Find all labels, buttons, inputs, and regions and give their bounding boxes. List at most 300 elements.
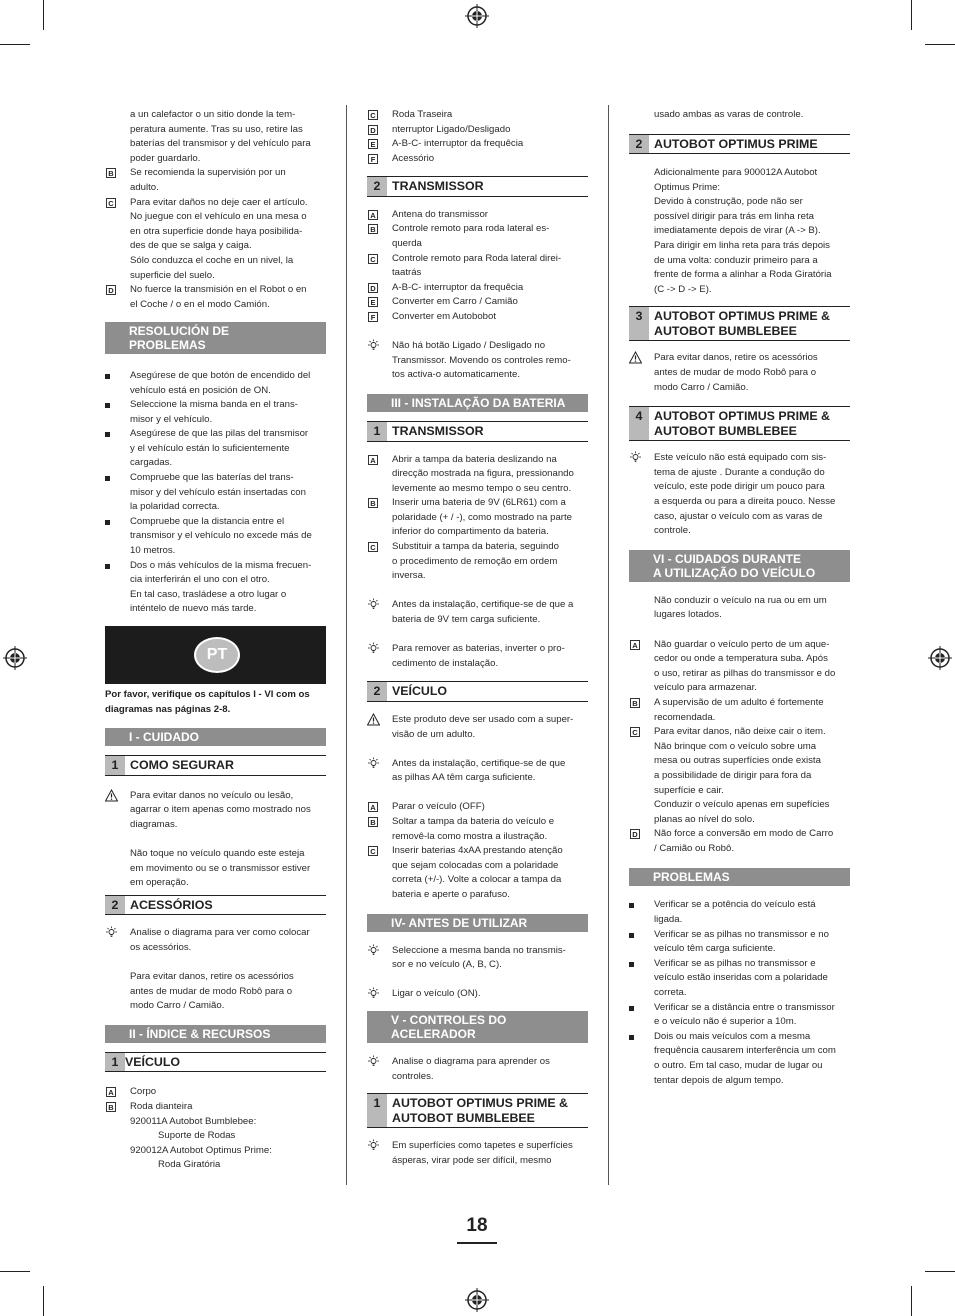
text-line: possível dirigir para trás em linha reta — [654, 210, 814, 222]
subsection-header-transmissor — [367, 421, 588, 442]
list-item-f — [367, 152, 588, 167]
label-box: A — [368, 802, 378, 812]
bullet-icon — [105, 564, 110, 569]
subsection-number: 3 — [629, 307, 649, 340]
subsection-header-transmissor — [367, 176, 588, 197]
bullet-icon — [629, 1035, 634, 1040]
lightbulb-icon — [367, 987, 380, 1000]
list-item-b — [367, 222, 588, 251]
text-line: A-B-C- interruptor da frequêcia — [392, 138, 524, 150]
section-title-line: V - CONTROLES DO — [391, 1013, 507, 1027]
text-line: Asegúrese de que las pilas del transmisor — [130, 428, 309, 440]
text-line: Controle remoto para Roda lateral direi- — [392, 252, 562, 264]
text-line: misor y el vehículo. — [130, 413, 213, 425]
text-line: os acessórios. — [130, 941, 192, 953]
subsection-title: TRANSMISSOR — [392, 179, 484, 194]
subsection-header-autobot-optimus-bumblebee — [367, 1093, 588, 1128]
text-line: vehículo está en posición de ON. — [130, 384, 271, 396]
list-item-c — [367, 540, 588, 584]
text-line: Roda Giratória — [158, 1159, 221, 1171]
tip-item — [105, 926, 326, 1014]
bullet-item — [105, 369, 326, 398]
text-line: as pilhas AA têm carga suficiente. — [392, 772, 536, 784]
label-box: B — [368, 817, 378, 827]
subsection-number: 2 — [105, 896, 125, 915]
subsection-number: 2 — [629, 135, 649, 154]
section-title-line: PROBLEMAS — [129, 338, 206, 353]
text-line: Verificar se a distância entre o transmissor — [654, 1001, 835, 1013]
page-number: 18 — [457, 1210, 497, 1244]
section-title-line: RESOLUCIÓN DE — [129, 324, 230, 339]
list-item-a — [367, 453, 588, 497]
lightbulb-icon — [367, 944, 380, 957]
label-box: F — [368, 154, 378, 164]
text-line: No fuerce la transmisión en el Robot o en — [130, 284, 307, 296]
text-line: Antena do transmissor — [392, 208, 488, 220]
label-box: B — [106, 1102, 116, 1112]
text-line: en otra superficie donde haya posibilida- — [130, 225, 303, 237]
text-line: caso, ajustar o veículo com as varas de — [654, 510, 823, 522]
subsection-header-autobot-optimus-prime — [629, 134, 850, 155]
text-line: el Coche / o en el modo Camión. — [130, 298, 270, 310]
subsection-title-line: AUTOBOT OPTIMUS PRIME & — [392, 1096, 568, 1111]
text-line: Este produto deve ser usado com a super- — [392, 713, 574, 725]
text-line: Para evitar danos, retire os acessórios — [130, 971, 294, 983]
text-line: Dos o más vehículos de la misma frecuen- — [130, 559, 312, 571]
lightbulb-icon — [367, 642, 380, 655]
bullet-item — [105, 398, 326, 427]
text-line: Substituir a tampa da bateria, seguindo — [392, 541, 559, 553]
text-line: veículo, este pode dirigir um pouco para — [654, 481, 825, 493]
subsection-title: TRANSMISSOR — [392, 424, 484, 438]
text-line: 920012A Autobot Optimus Prime: — [130, 1144, 272, 1156]
subsection-header-como-segurar — [105, 755, 326, 776]
text-line: antes de mudar de modo Robô para o — [654, 367, 817, 379]
text-line: frente de forma a alinhar a Roda Giratória — [654, 269, 832, 281]
text-line: superficie del suelo. — [130, 269, 215, 281]
tip-item — [629, 451, 850, 539]
bullet-item — [629, 928, 850, 957]
section-header-indice: II - ÍNDICE & RECURSOS — [105, 1025, 326, 1043]
list-item-d — [105, 283, 326, 312]
lightbulb-icon — [367, 1055, 380, 1068]
label-box: F — [368, 312, 378, 322]
column-2 — [367, 108, 588, 1168]
bullet-icon — [629, 1006, 634, 1011]
crop-mark — [925, 1271, 955, 1272]
label-box: B — [106, 168, 116, 178]
text-line: tema de ajuste . Durante a condução do — [654, 466, 825, 478]
text-line: taatrás — [392, 267, 422, 279]
label-box: C — [630, 727, 640, 737]
text-line: Para evitar daños no deje caer el artículo. — [130, 196, 308, 208]
subsection-number: 2 — [367, 177, 387, 196]
text-line: Controle remoto para roda lateral es- — [392, 223, 550, 235]
text-line: Não há botão Ligado / Desligado no — [392, 340, 546, 352]
section-header-problemas: PROBLEMAS — [629, 868, 850, 886]
label-box: C — [368, 542, 378, 552]
text-line: antes de mudar de modo Robô para o — [130, 985, 293, 997]
list-item-a — [629, 638, 850, 696]
text-line: de uma volta: conduzir primeiro para a — [654, 254, 818, 266]
text-line: bateria de 9V tem carga suficiente. — [392, 614, 541, 626]
column-1 — [105, 108, 326, 1173]
text-line: Abrir a tampa da bateria deslizando na — [392, 453, 557, 465]
subsection-title: ACESSÓRIOS — [130, 897, 213, 912]
list-item-d — [367, 123, 588, 138]
text-line: em movimento ou se o transmissor estiver — [130, 862, 311, 874]
label-box: C — [106, 198, 116, 208]
text-line: tentar depois de algum tempo. — [654, 1074, 784, 1086]
subsection-number: 1 — [105, 1053, 125, 1072]
text-line: peratura aumente. Tras su uso, retire las — [130, 123, 303, 135]
label-box: C — [368, 846, 378, 856]
subsection-title — [392, 1094, 588, 1127]
bullet-item — [629, 1001, 850, 1030]
text-line: frequência causarem interferência um com — [654, 1045, 836, 1057]
label-box: D — [106, 285, 116, 295]
list-item-a — [367, 800, 588, 815]
column-divider — [608, 105, 609, 1185]
note-line: diagramas nas páginas 2-8. — [105, 703, 231, 715]
text-line: direcção mostrada na figura, pressionando — [392, 468, 574, 480]
list-item-c — [629, 725, 850, 827]
label-box: A — [368, 455, 378, 465]
text-line: Verificar se as pilhas no transmissor e no — [654, 928, 829, 940]
subsection-header-acessorios — [105, 895, 326, 916]
crop-mark — [911, 0, 912, 30]
text-line: Dois ou mais veículos com a mesma — [654, 1030, 811, 1042]
text-line: usado ambas as varas de controle. — [654, 109, 804, 120]
text-line: o uso, retirar as pilhas do transmissor e do — [654, 667, 836, 679]
subsection-title: VEÍCULO — [392, 684, 448, 699]
subsection-title-line: AUTOBOT BUMBLEBEE — [654, 423, 797, 438]
lightbulb-icon — [367, 757, 380, 770]
tip-item — [367, 1055, 588, 1084]
subsection-title-line: AUTOBOT BUMBLEBEE — [392, 1110, 535, 1125]
text-block — [629, 166, 850, 297]
list-item-b — [367, 496, 588, 540]
label-box: A — [106, 1087, 116, 1097]
text-line: Soltar a tampa da bateria do veículo e — [392, 816, 555, 828]
bullet-icon — [105, 476, 110, 481]
crop-mark — [0, 44, 30, 45]
bullet-icon — [629, 903, 634, 908]
text-line: o procedimento de remoção em ordem — [392, 555, 558, 567]
bullet-item — [105, 515, 326, 559]
bullet-item — [629, 957, 850, 1001]
subsection-number: 1 — [105, 756, 125, 775]
section-title-line: A UTILIZAÇÃO DO VEÍCULO — [653, 565, 816, 580]
text-line: A supervisão de um adulto é fortemente — [654, 696, 824, 708]
text-line: correta. — [654, 987, 687, 999]
text-line: polaridade (+ / -), como mostrado na parte — [392, 511, 572, 523]
list-item-b — [629, 696, 850, 725]
text-line: la polaridad correcta. — [130, 501, 220, 513]
text-line: Seleccione la misma banda en el trans- — [130, 399, 298, 411]
crop-mark — [925, 44, 955, 45]
section-header-antes-de-utilizar: IV- ANTES DE UTILIZAR — [367, 914, 588, 932]
bullet-icon — [629, 962, 634, 967]
text-line: / Camião ou Robô. — [654, 842, 734, 854]
crop-mark — [43, 1286, 44, 1316]
text-line: (C -> D -> E). — [654, 283, 712, 295]
text-line: Roda Traseira — [392, 109, 453, 120]
text-line: veículo têm carga suficiente. — [654, 943, 776, 955]
text-line: inténtelo de nuevo más tarde. — [130, 603, 257, 615]
section-header-cuidado: I - CUIDADO — [105, 728, 326, 746]
text-line: planas ao nível do solo. — [654, 813, 755, 825]
text-line: Não toque no veículo quando este esteja — [130, 848, 305, 860]
text-line: a esquerda ou para a direita pouco. Nesse — [654, 496, 836, 507]
list-item-a — [105, 1085, 326, 1100]
label-box: D — [630, 829, 640, 839]
text-line: modo Carro / Camião. — [654, 381, 749, 393]
text-line: Converter em Carro / Camião — [392, 296, 518, 308]
subsection-header-autobot-4 — [629, 406, 850, 441]
subsection-number: 4 — [629, 407, 649, 440]
warning-triangle-icon — [105, 789, 118, 802]
text-line: que sejam colocadas com a polaridade — [392, 859, 559, 871]
text-line: Sólo conduzca el coche en un nivel, la — [130, 254, 294, 266]
crop-mark — [0, 1271, 30, 1272]
crop-mark — [911, 1286, 912, 1316]
text-line: Antes da instalação, certifique-se de que a — [392, 599, 574, 611]
subsection-header-autobot-3 — [629, 306, 850, 341]
bullet-item — [629, 898, 850, 927]
text-line: querda — [392, 238, 422, 250]
tip-item — [367, 642, 588, 671]
text-line: Para evitar danos, retire os acessórios — [654, 352, 818, 364]
tip-item — [367, 339, 588, 383]
section-header-cuidados-durante — [629, 550, 850, 582]
text-line: modo Carro / Camião. — [130, 1000, 225, 1012]
bullet-icon — [105, 520, 110, 525]
note-line: Por favor, verifique os capítulos I - VI com os — [105, 689, 310, 700]
text-line: Conduzir o veículo apenas em supefícies — [654, 799, 830, 811]
text-line: Verificar se a potência do veículo está — [654, 899, 816, 911]
subsection-title: COMO SEGURAR — [130, 758, 234, 773]
text-line: bateria e aperte o parafuso. — [392, 889, 510, 901]
text-line: tos activa-o automaticamente. — [392, 369, 520, 381]
text-line: mesa ou outras superfícies onde exista — [654, 755, 821, 767]
warning-item — [629, 351, 850, 395]
text-line: cia interferirán el uno con el otro. — [130, 574, 270, 586]
label-box: E — [368, 297, 378, 307]
text-line: baterías del transmisor y del vehículo para — [130, 138, 311, 150]
text-line: ásperas, virar pode ser difícil, mesmo — [392, 1154, 552, 1166]
text-line: misor y del vehículo están insertadas con — [130, 486, 306, 498]
list-item-c — [367, 252, 588, 281]
label-box: C — [368, 254, 378, 264]
list-item-b — [105, 166, 326, 195]
list-item-c — [105, 196, 326, 284]
label-box: D — [368, 125, 378, 135]
section-header-instalacao: III - INSTALAÇÃO DA BATERIA — [367, 394, 588, 412]
text-line: Corpo — [130, 1086, 157, 1098]
text-line: inversa. — [392, 570, 426, 582]
text-line: Analise o diagrama para aprender os — [392, 1056, 550, 1067]
crop-mark — [43, 0, 44, 30]
label-box: B — [630, 698, 640, 708]
list-item-e — [367, 137, 588, 152]
text-line: cargadas. — [130, 457, 173, 469]
label-box: A — [630, 640, 640, 650]
text-line: Optimus Prime: — [654, 181, 721, 193]
bullet-item — [629, 1030, 850, 1088]
column-divider — [346, 105, 347, 1185]
list-item-d — [629, 827, 850, 856]
subsection-title — [654, 407, 850, 440]
text-line: lugares lotados. — [654, 609, 722, 621]
warning-item — [105, 789, 326, 891]
text-line: Verificar se as pilhas no transmissor e — [654, 957, 816, 969]
text-line: poder guardarlo. — [130, 152, 201, 164]
text-line: Não conduzir o veículo na rua ou em um — [654, 594, 827, 606]
label-box: A — [368, 210, 378, 220]
bullet-icon — [105, 374, 110, 379]
registration-mark-icon — [465, 1288, 489, 1312]
language-banner — [105, 626, 326, 684]
text-line: Adicionalmente para 900012A Autobot — [654, 167, 818, 179]
list-item-b — [367, 815, 588, 844]
text-line: Em superfícies como tapetes e superfícies — [392, 1140, 573, 1152]
registration-mark-icon — [3, 646, 27, 670]
text-line: sor e no veículo (A, B, C). — [392, 959, 502, 971]
text-line: No juegue con el vehículo en una mesa o — [130, 211, 307, 223]
subsection-title: AUTOBOT OPTIMUS PRIME — [654, 136, 818, 151]
text-line: des de que se salga y caiga. — [130, 240, 252, 252]
registration-mark-icon — [928, 646, 952, 670]
text-line: transmisor y el vehículo no excede más de — [130, 530, 312, 542]
tip-item — [367, 987, 588, 1002]
tip-item — [367, 598, 588, 627]
section-header-controles — [367, 1011, 588, 1043]
text-line: Converter em Autobobot — [392, 311, 496, 323]
text-line: 920011A Autobot Bumblebee: — [130, 1115, 257, 1127]
text-line: em operação. — [130, 877, 189, 889]
text-block — [105, 108, 326, 166]
list-item-c — [367, 108, 588, 123]
subsection-number: 2 — [367, 682, 387, 701]
subsection-number: 1 — [367, 422, 387, 441]
list-item-f — [367, 310, 588, 325]
text-line: Se recomienda la supervisión por un — [130, 167, 286, 179]
text-line: Inserir uma bateria de 9V (6LR61) com a — [392, 497, 566, 509]
text-line: Compruebe que las baterías del trans- — [130, 472, 294, 484]
list-item-c — [367, 844, 588, 902]
text-line: a possibilidade de dirigir para fora da — [654, 769, 812, 781]
text-line: adulto. — [130, 181, 159, 193]
text-line: Antes da instalação, certifique-se de que — [392, 757, 566, 769]
lightbulb-icon — [629, 451, 642, 464]
text-line: y el vehículo están lo suficientemente — [130, 442, 290, 454]
text-line: Suporte de Rodas — [158, 1130, 236, 1142]
text-line: superfície e cair. — [654, 784, 724, 796]
text-line: Este veículo não está equipado com sis- — [654, 452, 827, 464]
tip-item — [367, 757, 588, 786]
section-header-resolucion — [105, 322, 326, 354]
lightbulb-icon — [105, 926, 118, 939]
subsection-header-veiculo — [367, 681, 588, 702]
text-line: agarrar o item apenas como mostrado nos — [130, 804, 311, 816]
tip-item — [367, 944, 588, 973]
text-line: Roda dianteira — [130, 1101, 193, 1112]
text-line: Para evitar danos, não deixe cair o item. — [654, 726, 826, 738]
text-line: Compruebe que la distancia entre el — [130, 515, 285, 527]
text-line: correta (+/-). Volte a colocar a tampa da — [392, 874, 562, 886]
text-line: Seleccione a mesma banda no transmis- — [392, 944, 566, 956]
text-line: veículo estão inseridas com a polaridade — [654, 972, 828, 984]
subsection-number: 1 — [367, 1094, 387, 1127]
text-line: A-B-C- interruptor da frequêcia — [392, 281, 524, 293]
section-title-line: VI - CUIDADOS DURANTE — [653, 551, 802, 566]
label-box: C — [368, 110, 378, 120]
text-line: diagramas. — [130, 818, 178, 830]
text-line: removê-la como mostra a ilustração. — [392, 830, 548, 842]
language-badge: PT — [194, 637, 240, 673]
bullet-icon — [105, 403, 110, 408]
label-box: D — [368, 283, 378, 293]
text-line: 10 metros. — [130, 545, 176, 557]
text-line: cedor ou onde a temperatura suba. Após — [654, 653, 828, 665]
list-item-b — [105, 1100, 326, 1173]
subsection-title-line: AUTOBOT BUMBLEBEE — [654, 323, 797, 338]
text-line: o outro. Em tal caso, mudar de lugar ou — [654, 1060, 823, 1071]
warning-triangle-icon — [629, 351, 642, 364]
subsection-title-line: AUTOBOT OPTIMUS PRIME & — [654, 409, 830, 424]
section-title-line: ACELERADOR — [391, 1027, 476, 1041]
text-line: Não guardar o veículo perto de um aque- — [654, 638, 830, 650]
lightbulb-icon — [367, 1139, 380, 1152]
text-line: visão de um adulto. — [392, 728, 476, 740]
warning-item — [367, 713, 588, 742]
column-3 — [629, 108, 850, 1088]
registration-mark-icon — [465, 4, 489, 28]
bullet-icon — [629, 933, 634, 938]
list-item-d — [367, 281, 588, 296]
text-line: inferior do compartimento da bateria. — [392, 526, 549, 538]
text-line: Para dirigir em linha reta para trás depois — [654, 240, 830, 252]
text-line: Devido à construção, pode não ser — [654, 196, 803, 208]
list-item-e — [367, 295, 588, 310]
text-line: cedimento de instalação. — [392, 657, 499, 669]
text-line: Inserir baterias 4xAA prestando atenção — [392, 845, 563, 857]
text-line: Para evitar danos no veículo ou lesão, — [130, 789, 294, 801]
text-line: Asegúrese de que botón de encendido del — [130, 369, 311, 381]
label-box: E — [368, 139, 378, 149]
label-box: B — [368, 498, 378, 508]
text-line: Analise o diagrama para ver como colocar — [130, 927, 310, 939]
subsection-title: VEÍCULO — [125, 1054, 181, 1069]
text-line: Ligar o veículo (ON). — [392, 988, 481, 1000]
text-line: En tal caso, trasládese a otro lugar o — [130, 588, 287, 600]
bullet-icon — [105, 432, 110, 437]
text-block — [629, 108, 850, 123]
subsection-header-veiculo — [105, 1052, 326, 1073]
text-line: Acessório — [392, 152, 435, 164]
warning-triangle-icon — [367, 713, 380, 726]
text-line: levemente ao mesmo tempo o seu centro. — [392, 482, 572, 494]
text-line: e o veículo não é superior a 10m. — [654, 1016, 797, 1028]
text-line: controle. — [654, 525, 691, 537]
text-line: nterruptor Ligado/Desligado — [392, 123, 511, 135]
list-item-a — [367, 208, 588, 223]
tip-item — [367, 1139, 588, 1168]
text-line: Não brinque com o veículo sobre uma — [654, 740, 817, 752]
lightbulb-icon — [367, 598, 380, 611]
text-line: Transmissor. Movendo os controles remo- — [392, 354, 571, 366]
